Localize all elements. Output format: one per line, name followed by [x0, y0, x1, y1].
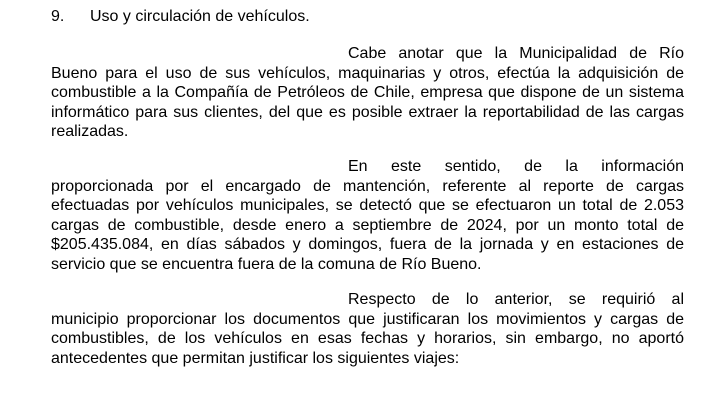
- paragraph-documents-requested: Respecto de lo anterior, se requirió al municipio proporcionar los documentos que justificaran los movimientos y cargas de combustibles, de los vehículos en esas fechas y horarios, sin embargo, no aportó antecedentes que permitan justificar los siguientes viajes:: [51, 291, 684, 367]
- paragraph-fuel-loads-detected: En este sentido, de la información proporcionada por el encargado de mantención, referente al reporte de cargas efectuadas por vehículos municipales, se detectó que se efectuaron un total de 2.053 cargas de combustible, desde enero a septiembre de 2024, por un monto total de $205.435.084, en días sábados y domingos, fuera de la jornada y en estaciones de servicio que se encuentra fuera de la comuna de Río Bueno.: [51, 158, 684, 273]
- section-number: 9.: [51, 8, 65, 25]
- paragraph-fuel-supplier: Cabe anotar que la Municipalidad de Río Bueno para el uso de sus vehículos, maquinarias y otros, efectúa la adquisición de combustible a la Compañía de Petróleos de Chile, empresa que dispone de un sistema informático para sus clientes, del que es posible extraer la reportabilidad de las cargas realizadas.: [51, 45, 684, 140]
- section-title: Uso y circulación de vehículos.: [90, 8, 310, 25]
- section-heading: [51, 7, 310, 27]
